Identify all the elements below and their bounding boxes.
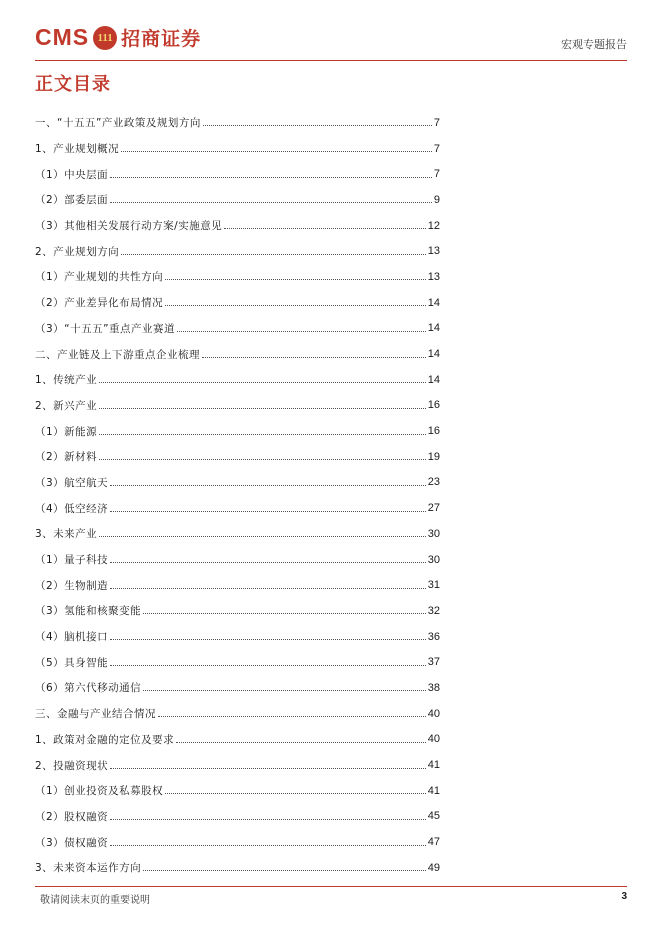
toc-entry-label: （1）创业投资及私募股权 xyxy=(35,785,164,798)
toc-entry-label: （1）中央层面 xyxy=(35,168,109,181)
toc-entry[interactable] xyxy=(35,213,440,239)
toc-entry[interactable] xyxy=(35,547,440,573)
toc-entry[interactable] xyxy=(35,778,440,804)
logo-badge-icon xyxy=(93,26,117,50)
toc-entry-page: 27 xyxy=(427,502,440,515)
toc-entry-page: 41 xyxy=(427,784,440,797)
toc-entry-label: 一、“十五五”产业政策及规划方向 xyxy=(35,117,201,130)
toc-entry-page: 16 xyxy=(427,425,440,438)
toc-leader-dots xyxy=(121,151,432,152)
toc-entry-page: 7 xyxy=(433,168,440,181)
toc-entry[interactable] xyxy=(35,238,440,264)
toc-entry[interactable] xyxy=(35,598,440,624)
toc-leader-dots xyxy=(110,511,426,512)
toc-entry-label: 1、传统产业 xyxy=(35,374,98,387)
toc-entry-label: （3）氢能和核聚变能 xyxy=(35,605,142,618)
toc-entry[interactable] xyxy=(35,701,440,727)
toc-entry[interactable] xyxy=(35,316,440,342)
toc-entry-page: 23 xyxy=(427,476,440,489)
toc-leader-dots xyxy=(99,382,426,383)
toc-entry-page: 13 xyxy=(427,270,440,283)
toc-entry-label: （1）量子科技 xyxy=(35,554,109,567)
toc-leader-dots xyxy=(143,690,426,691)
toc-entry-label: 1、政策对金融的定位及要求 xyxy=(35,733,175,746)
toc-entry[interactable] xyxy=(35,624,440,650)
toc-entry-label: （2）部委层面 xyxy=(35,194,109,207)
toc-entry[interactable] xyxy=(35,341,440,367)
toc-entry-page: 12 xyxy=(427,219,440,232)
toc-entry-label: （6）第六代移动通信 xyxy=(35,682,142,695)
toc-entry-label: （2）新材料 xyxy=(35,451,98,464)
toc-entry-page: 30 xyxy=(427,527,440,540)
toc-leader-dots xyxy=(110,845,426,846)
toc-entry-page: 13 xyxy=(427,245,440,258)
toc-entry-page: 14 xyxy=(427,322,440,335)
toc-entry-page: 14 xyxy=(427,373,440,386)
toc-entry-label: （3）“十五五”重点产业赛道 xyxy=(35,322,176,335)
toc-entry-page: 30 xyxy=(427,553,440,566)
toc-leader-dots xyxy=(158,716,426,717)
toc-entry[interactable] xyxy=(35,187,440,213)
toc-leader-dots xyxy=(110,562,426,563)
toc-entry[interactable] xyxy=(35,804,440,830)
toc-leader-dots xyxy=(165,305,426,306)
toc-leader-dots xyxy=(110,639,426,640)
toc-leader-dots xyxy=(110,768,426,769)
toc-leader-dots xyxy=(177,331,426,332)
toc-entry-label: （2）产业差异化布局情况 xyxy=(35,297,164,310)
toc-entry-label: 2、投融资现状 xyxy=(35,759,109,772)
header-divider xyxy=(35,60,627,61)
toc-entry[interactable] xyxy=(35,161,440,187)
report-type: 宏观专题报告 xyxy=(561,38,627,51)
toc-entry[interactable] xyxy=(35,675,440,701)
toc-entry-page: 19 xyxy=(427,450,440,463)
toc-entry[interactable] xyxy=(35,572,440,598)
toc-entry-label: （4）低空经济 xyxy=(35,502,109,515)
toc-entry-page: 7 xyxy=(433,116,440,129)
toc-leader-dots xyxy=(99,434,426,435)
toc-leader-dots xyxy=(110,588,426,589)
toc-entry-page: 40 xyxy=(427,707,440,720)
toc-entry-label: （2）生物制造 xyxy=(35,579,109,592)
toc-entry-page: 37 xyxy=(427,656,440,669)
toc-entry[interactable] xyxy=(35,136,440,162)
toc-entry[interactable] xyxy=(35,418,440,444)
logo-chinese-text: 招商证券 xyxy=(121,28,202,50)
toc-leader-dots xyxy=(143,870,426,871)
toc-entry-page: 41 xyxy=(427,759,440,772)
toc-entry[interactable] xyxy=(35,727,440,753)
toc-entry-label: （3）其他相关发展行动方案/实施意见 xyxy=(35,220,223,233)
toc-entry[interactable] xyxy=(35,495,440,521)
page-header xyxy=(35,22,627,62)
toc-leader-dots xyxy=(99,459,426,460)
toc-entry-label: 3、未来产业 xyxy=(35,528,98,541)
toc-entry-page: 45 xyxy=(427,810,440,823)
toc-leader-dots xyxy=(121,254,426,255)
toc-entry[interactable] xyxy=(35,393,440,419)
toc-entry-page: 31 xyxy=(427,579,440,592)
toc-entry-label: （2）股权融资 xyxy=(35,810,109,823)
toc-entry-label: 二、产业链及上下游重点企业梳理 xyxy=(35,348,200,361)
toc-entry-page: 16 xyxy=(427,399,440,412)
toc-entry-label: （1）新能源 xyxy=(35,425,98,438)
logo-badge-text: 111 xyxy=(97,31,113,44)
logo-latin-text: CMS xyxy=(35,24,90,50)
toc-leader-dots xyxy=(110,819,426,820)
toc-entry-label: （4）脑机接口 xyxy=(35,631,109,644)
toc-entry[interactable] xyxy=(35,470,440,496)
toc-entry-label: 1、产业规划概况 xyxy=(35,143,120,156)
toc-entry-page: 40 xyxy=(427,733,440,746)
toc-leader-dots xyxy=(110,202,432,203)
toc-entry[interactable] xyxy=(35,649,440,675)
toc-entry[interactable] xyxy=(35,290,440,316)
toc-leader-dots xyxy=(99,408,426,409)
toc-entry-label: （5）具身智能 xyxy=(35,656,109,669)
toc-entry-label: （3）航空航天 xyxy=(35,476,109,489)
toc-entry-label: （1）产业规划的共性方向 xyxy=(35,271,164,284)
page-number: 3 xyxy=(621,891,627,902)
toc-leader-dots xyxy=(176,742,426,743)
toc-entry-label: 2、产业规划方向 xyxy=(35,245,120,258)
toc-entry-page: 7 xyxy=(433,142,440,155)
toc-entry-page: 14 xyxy=(427,348,440,361)
toc-leader-dots xyxy=(165,279,426,280)
toc-entry[interactable] xyxy=(35,521,440,547)
table-of-contents xyxy=(35,110,440,881)
toc-title: 正文目录 xyxy=(35,74,111,95)
toc-entry[interactable] xyxy=(35,444,440,470)
toc-leader-dots xyxy=(110,485,426,486)
toc-entry-page: 47 xyxy=(427,836,440,849)
toc-entry-page: 32 xyxy=(427,604,440,617)
toc-leader-dots xyxy=(202,357,426,358)
toc-entry[interactable] xyxy=(35,752,440,778)
toc-entry-page: 38 xyxy=(427,681,440,694)
toc-entry-label: （3）债权融资 xyxy=(35,836,109,849)
footer-divider xyxy=(35,886,627,887)
toc-entry-label: 2、新兴产业 xyxy=(35,399,98,412)
toc-entry[interactable] xyxy=(35,829,440,855)
toc-leader-dots xyxy=(165,793,426,794)
toc-entry[interactable] xyxy=(35,855,440,881)
toc-entry-label: 3、未来资本运作方向 xyxy=(35,862,142,875)
toc-leader-dots xyxy=(143,613,426,614)
footer-disclaimer: 敬请阅读末页的重要说明 xyxy=(40,895,150,906)
toc-leader-dots xyxy=(203,125,432,126)
toc-entry-page: 14 xyxy=(427,296,440,309)
toc-leader-dots xyxy=(110,177,432,178)
toc-entry[interactable] xyxy=(35,264,440,290)
toc-entry-page: 9 xyxy=(433,193,440,206)
cms-logo xyxy=(35,24,201,51)
toc-leader-dots xyxy=(99,536,426,537)
toc-entry-label: 三、金融与产业结合情况 xyxy=(35,708,156,721)
toc-leader-dots xyxy=(224,228,426,229)
toc-leader-dots xyxy=(110,665,426,666)
toc-entry[interactable] xyxy=(35,367,440,393)
toc-entry[interactable] xyxy=(35,110,440,136)
toc-entry-page: 49 xyxy=(427,861,440,874)
toc-entry-page: 36 xyxy=(427,630,440,643)
